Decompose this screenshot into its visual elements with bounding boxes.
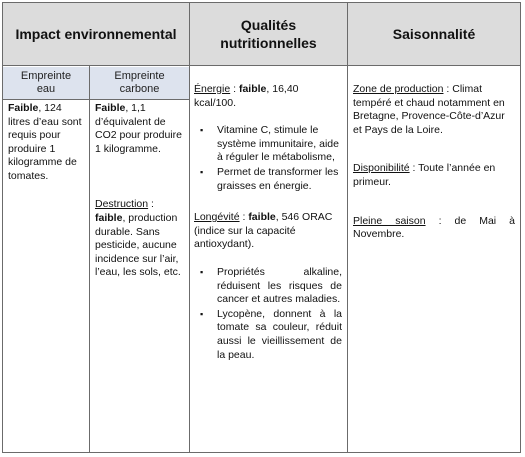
pleine-saison-text: : de Mai à Novembre. [353, 214, 515, 241]
header-saison-label: Saisonnalité [392, 26, 476, 42]
energie-bullet-list [194, 124, 342, 193]
disponibilite-paragraph [353, 162, 515, 189]
pleine-saison-paragraph [353, 215, 515, 242]
pleine-saison-label: Pleine saison [353, 214, 426, 227]
column-divider [347, 3, 348, 452]
list-item: ▪ Vitamine C, stimule le système immunitaire, aide à réguler le métabolisme, [194, 124, 342, 165]
header-qualites-label: Qualités nutritionnelles [220, 17, 317, 51]
disponibilite-label: Disponibilité [353, 162, 410, 175]
carbone-paragraph [95, 102, 185, 156]
energie-separator: : [230, 83, 239, 95]
header-impact-environnemental [3, 3, 189, 66]
destruction-separator: : [148, 198, 154, 211]
list-item: ▪ Permet de transformer les graisses en énergie. [194, 166, 342, 193]
zone-label: Zone de production [353, 83, 444, 95]
subheader-empreinte-eau [3, 67, 89, 100]
header-qualites-nutritionnelles [190, 3, 347, 66]
header-impact-label: Impact environnemental [15, 26, 177, 42]
cell-saisonnalite [353, 83, 515, 242]
cell-empreinte-eau [8, 102, 86, 184]
longevite-level: faible [248, 211, 276, 224]
eau-text: , 124 litres d’eau sont requis pour produire 1 kilogramme de tomates. [8, 102, 82, 182]
energie-label: Énergie [194, 83, 231, 95]
carbone-text: , 1,1 d’équivalent de CO2 pour produire 1 kilogramme. [95, 102, 182, 155]
longevite-label: Longévité [194, 211, 240, 224]
energie-paragraph [194, 83, 342, 110]
destruction-text: , production durable. Sans pesticide, aucune incidence sur l’air, l’eau, les sols, etc. [95, 211, 181, 279]
carbone-level: Faible [95, 102, 126, 114]
subheader-carbone-label: Empreinte carbone [114, 70, 165, 95]
longevite-text: , 546 ORAC (indice sur la capacité antioxydant). [194, 211, 333, 251]
destruction-label: Destruction [95, 198, 149, 211]
cell-empreinte-carbone [95, 102, 185, 280]
longevite-separator: : [239, 211, 249, 224]
column-divider [189, 3, 190, 452]
zone-text: : Climat tempéré et chaud notamment en Bretagne, Provence-Côte-d’Azur et Pays de la Loire. [353, 83, 505, 136]
longevite-paragraph [194, 211, 342, 252]
column-divider [89, 66, 90, 452]
cell-qualites-nutritionnelles [194, 83, 342, 363]
destruction-level: faible [95, 211, 123, 224]
zone-paragraph [353, 83, 515, 137]
list-item: ▪ Lycopène, donnent à la tomate sa couleur, réduit aussi le vieillissement de la peau. [194, 308, 342, 362]
disponibilite-text: : Toute l’année en primeur. [353, 162, 496, 188]
energie-text: , 16,40 kcal/100. [194, 83, 299, 109]
energie-level: faible [238, 83, 267, 95]
subheader-empreinte-carbone [90, 67, 189, 100]
subheader-eau-label: Empreinte eau [20, 70, 72, 95]
destruction-paragraph [95, 198, 185, 280]
header-saisonnalite [348, 3, 520, 66]
longevite-bullet-list [194, 266, 342, 362]
eau-level: Faible [8, 102, 39, 114]
list-item: ▪ Propriétés alkaline, réduisent les risques de cancer et autres maladies. [194, 266, 342, 307]
info-table [2, 2, 521, 453]
